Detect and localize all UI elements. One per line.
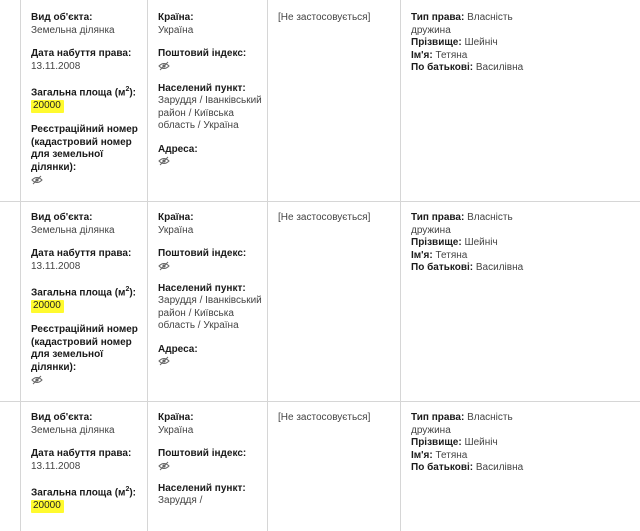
total-area-label [31, 84, 147, 100]
right-type-value: Власність дружина [411, 412, 513, 436]
area-label-tail: ): [129, 287, 137, 299]
not-applicable-text: [Не застосовується] [278, 212, 371, 223]
eye-slash-icon [158, 461, 170, 471]
area-label-text: Загальна площа (м [31, 287, 126, 299]
not-applicable-text: [Не застосовується] [278, 412, 371, 423]
right-type [411, 12, 523, 37]
patronymic-label: По батькові: [411, 62, 474, 73]
location-cell [147, 0, 267, 201]
patronymic-value: Василівна [475, 462, 524, 473]
object-cell [20, 201, 147, 401]
acquired-date-label: Дата набуття права: [31, 248, 132, 259]
address-label: Адреса: [158, 143, 198, 155]
country-label: Країна: [158, 412, 194, 423]
surname [411, 437, 640, 450]
locality-label: Населений пункт: [158, 282, 246, 294]
total-area-label [31, 484, 147, 500]
object-type-label: Вид об'єкта: [31, 212, 93, 223]
cadastral-number-label: Реєстраційний номер (кадастровий номер для земельної ділянки): [31, 324, 138, 373]
country-label: Країна: [158, 212, 194, 223]
area-label-tail: ): [129, 87, 137, 99]
locality-label: Населений пункт: [158, 482, 246, 494]
surname-label: Прізвище: [411, 437, 462, 448]
not-applicable-cell [267, 401, 400, 531]
eye-slash-icon [158, 356, 170, 366]
locality-value: Заруддя / Іванківський район / Київська область / Україна [158, 295, 262, 331]
right-type-value: Власність дружина [411, 12, 513, 36]
table-row [0, 401, 640, 531]
patronymic-label: По батькові: [411, 462, 474, 473]
surname-label: Прізвище: [411, 37, 462, 48]
table-row [0, 0, 640, 202]
locality-value: Заруддя / [158, 495, 203, 506]
acquired-date-label: Дата набуття права: [31, 48, 132, 59]
right-type-label: Тип права: [411, 412, 465, 423]
location-cell [147, 401, 267, 531]
total-area-value: 20000 [31, 300, 64, 314]
surname-value: Шейніч [464, 37, 498, 48]
area-label-sup: 2 [125, 286, 130, 293]
country-value: Україна [158, 424, 194, 436]
first-name-label: Ім'я: [411, 249, 433, 261]
eye-slash-icon [158, 261, 170, 271]
eye-slash-icon [158, 61, 170, 71]
right-type [411, 212, 523, 237]
acquired-date-value: 13.11.2008 [31, 460, 81, 472]
locality-label: Населений пункт: [158, 82, 246, 94]
location-cell [147, 201, 267, 401]
first-name-value: Тетяна [435, 49, 468, 61]
postcode-label: Поштовий індекс: [158, 248, 247, 259]
object-type-label: Вид об'єкта: [31, 412, 93, 423]
surname [411, 237, 640, 250]
right-type [411, 412, 523, 437]
area-label-tail: ): [129, 487, 137, 499]
country-value: Україна [158, 224, 194, 236]
surname-value: Шейніч [464, 237, 498, 248]
area-label-text: Загальна площа (м [31, 87, 126, 99]
first-name-value: Тетяна [435, 249, 468, 261]
surname-value: Шейніч [464, 437, 498, 448]
eye-slash-icon [158, 156, 170, 166]
acquired-date-value: 13.11.2008 [31, 260, 81, 272]
address-label: Адреса: [158, 343, 198, 355]
first-name [411, 250, 640, 263]
object-type-value: Земельна ділянка [31, 224, 115, 236]
not-applicable-text: [Не застосовується] [278, 12, 371, 23]
total-area-label [31, 284, 147, 300]
country-label: Країна: [158, 12, 194, 23]
patronymic [411, 262, 640, 275]
object-type-value: Земельна ділянка [31, 424, 115, 436]
owner-cell [400, 401, 640, 531]
postcode-label: Поштовий індекс: [158, 448, 247, 459]
surname [411, 37, 640, 50]
patronymic [411, 62, 640, 75]
eye-slash-icon [31, 375, 43, 385]
patronymic [411, 462, 640, 475]
object-type-value: Земельна ділянка [31, 24, 115, 36]
owner-cell [400, 201, 640, 401]
patronymic-label: По батькові: [411, 262, 474, 273]
postcode-label: Поштовий індекс: [158, 48, 247, 59]
owner-cell [400, 0, 640, 201]
not-applicable-cell [267, 0, 400, 201]
eye-slash-icon [31, 175, 43, 185]
locality-value: Заруддя / Іванківський район / Київська область / Україна [158, 95, 262, 131]
total-area-value: 20000 [31, 500, 64, 514]
area-label-sup: 2 [125, 486, 130, 493]
acquired-date-value: 13.11.2008 [31, 60, 81, 72]
table-row [0, 201, 640, 402]
acquired-date-label: Дата набуття права: [31, 448, 132, 459]
first-name [411, 50, 640, 63]
not-applicable-cell [267, 201, 400, 401]
total-area-value: 20000 [31, 100, 64, 114]
cadastral-number-label: Реєстраційний номер (кадастровий номер для земельної ділянки): [31, 124, 138, 173]
first-name-value: Тетяна [435, 449, 468, 461]
first-name-label: Ім'я: [411, 49, 433, 61]
country-value: Україна [158, 24, 194, 36]
right-type-label: Тип права: [411, 12, 465, 23]
first-name [411, 450, 640, 463]
patronymic-value: Василівна [475, 62, 524, 73]
area-label-sup: 2 [125, 86, 130, 93]
area-label-text: Загальна площа (м [31, 487, 126, 499]
surname-label: Прізвище: [411, 237, 462, 248]
patronymic-value: Василівна [475, 262, 524, 273]
right-type-label: Тип права: [411, 212, 465, 223]
object-type-label: Вид об'єкта: [31, 12, 93, 23]
object-cell [20, 401, 147, 531]
right-type-value: Власність дружина [411, 212, 513, 236]
object-cell [20, 0, 147, 201]
first-name-label: Ім'я: [411, 449, 433, 461]
